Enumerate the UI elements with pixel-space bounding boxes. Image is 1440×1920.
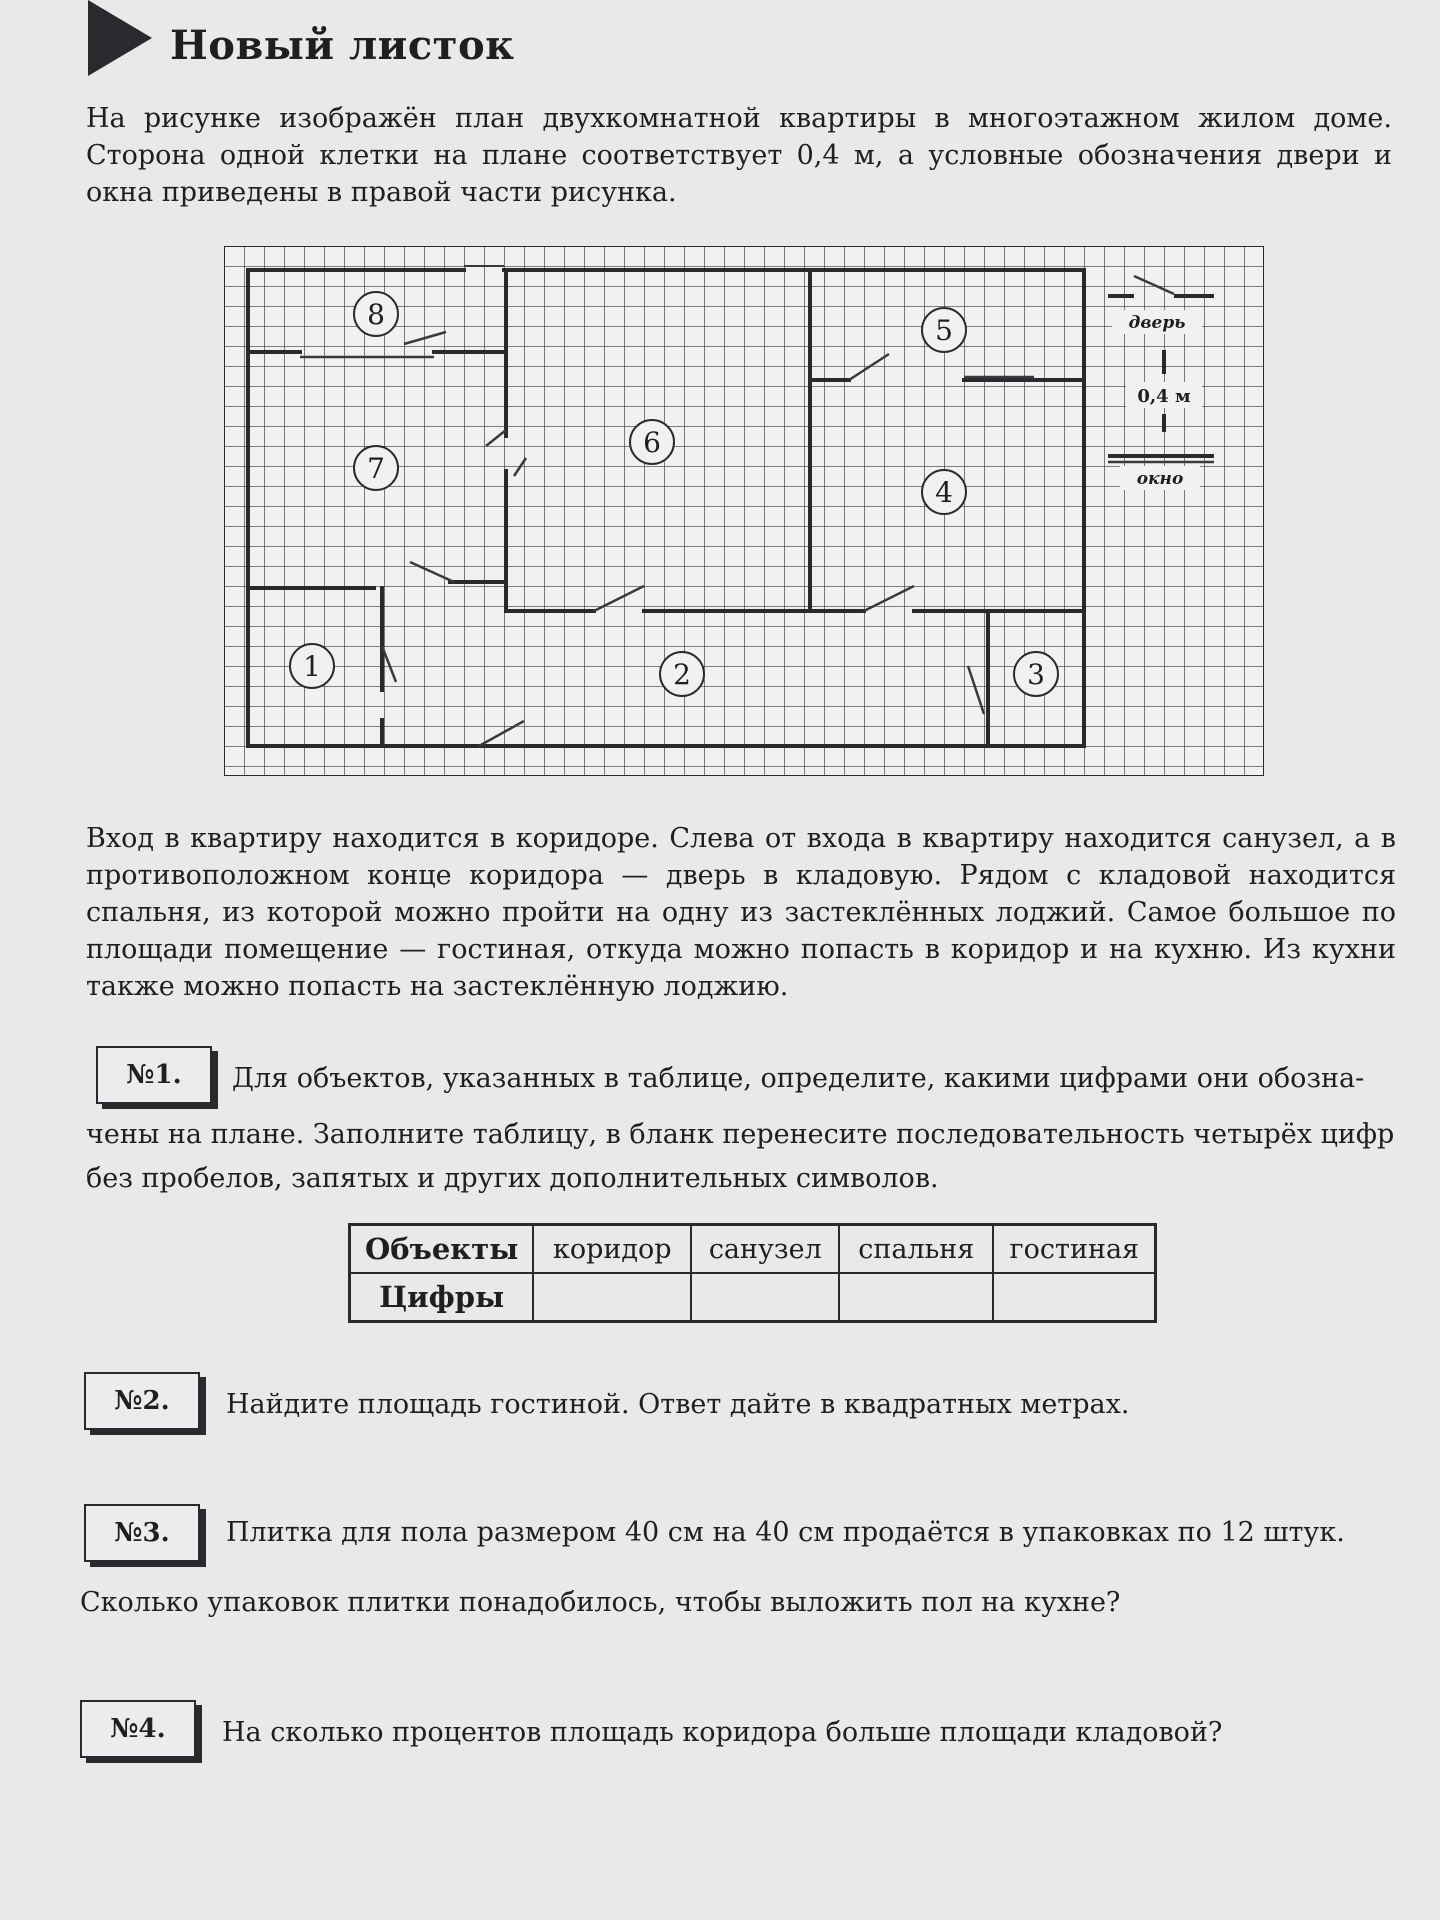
room-marker — [354, 292, 398, 336]
task-1-number-box: №1. — [96, 1046, 212, 1104]
task-3-number-box: №3. — [84, 1504, 200, 1562]
task-1-text-line-3: без пробелов, запятых и других дополнительных символов. — [86, 1163, 939, 1194]
table-header-digits: Цифры — [350, 1273, 534, 1322]
room-marker — [290, 644, 334, 688]
room-number-label: 3 — [1027, 658, 1045, 691]
room-marker — [354, 446, 398, 490]
legend-window-label: окно — [1136, 469, 1184, 489]
table-cell-digit-input[interactable] — [839, 1273, 993, 1322]
intro-paragraph: На рисунке изображён план двухкомнатной квартиры в многоэтажном жилом доме. Сторона одной клетки на плане соответствует 0,4 м, а условные обозначения двери и окна приведены в правой части рисунка. — [86, 103, 1392, 208]
task-2-text: Найдите площадь гостиной. Ответ дайте в квадратных метрах. — [226, 1389, 1130, 1420]
task-3-text-line-1: Плитка для пола размером 40 см на 40 см продаётся в упаковках по 12 штук. — [226, 1517, 1345, 1548]
apartment-floor-plan — [224, 246, 1264, 776]
room-marker — [922, 470, 966, 514]
legend-door-label: дверь — [1128, 313, 1186, 333]
room-marker — [630, 420, 674, 464]
room-number-label: 5 — [935, 314, 953, 347]
room-number-label: 8 — [367, 298, 385, 331]
task-4-number-box: №4. — [80, 1700, 196, 1758]
room-marker — [922, 308, 966, 352]
room-number-label: 1 — [303, 650, 321, 683]
description-paragraph: Вход в квартиру находится в коридоре. Слева от входа в квартиру находится санузел, а в противоположном конце коридора — дверь в кладовую. Рядом с кладовой находится спальня, из которой можно пройти на одну из застеклённых лоджий. Самое большое по площади помещение — гостиная, откуда можно попасть в коридор и на кухню. Из кухни также можно попасть на застеклённую лоджию. — [86, 823, 1396, 1002]
table-row — [350, 1225, 1156, 1274]
task-1-text-line-2: чены на плане. Заполните таблицу, в бланк перенесите последовательность четырёх цифр — [86, 1119, 1395, 1150]
task-4-text: На сколько процентов площадь коридора больше площади кладовой? — [222, 1717, 1223, 1748]
table-cell-digit-input[interactable] — [993, 1273, 1156, 1322]
room-number-label: 2 — [673, 658, 691, 691]
task-1-text-line-1: Для объектов, указанных в таблице, определите, какими цифрами они обозна- — [232, 1063, 1365, 1094]
room-marker — [1014, 652, 1058, 696]
table-header-objects: Объекты — [350, 1225, 534, 1274]
room-marker — [660, 652, 704, 696]
room-number-label: 6 — [643, 426, 661, 459]
table-cell-object: гостиная — [993, 1225, 1156, 1274]
table-cell-object: санузел — [691, 1225, 839, 1274]
room-number-label: 7 — [367, 452, 385, 485]
table-cell-object: спальня — [839, 1225, 993, 1274]
task-3-text-line-2: Сколько упаковок плитки понадобилось, чтобы выложить пол на кухне? — [80, 1587, 1121, 1618]
table-cell-digit-input[interactable] — [533, 1273, 691, 1322]
page-title: Новый листок — [170, 22, 515, 69]
table-cell-object: коридор — [533, 1225, 691, 1274]
title-arrow-icon — [88, 0, 152, 76]
task-2-number-box: №2. — [84, 1372, 200, 1430]
objects-table — [348, 1223, 1157, 1323]
room-number-label: 4 — [935, 476, 953, 509]
table-row — [350, 1273, 1156, 1322]
table-cell-digit-input[interactable] — [691, 1273, 839, 1322]
legend-scale-label: 0,4 м — [1137, 386, 1191, 407]
